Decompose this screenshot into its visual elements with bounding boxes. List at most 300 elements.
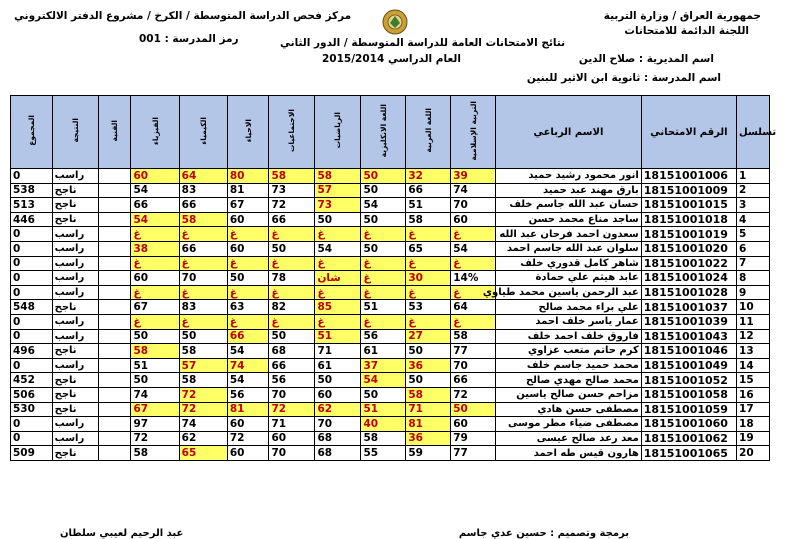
sequence-cell: 4 (737, 212, 770, 227)
biology-grade-cell: 67 (227, 198, 269, 213)
sequence-cell: 2 (737, 183, 770, 198)
art-cell (98, 314, 131, 329)
chemistry-grade-cell: غ (179, 314, 227, 329)
physics-grade-cell: 58 (131, 344, 179, 359)
physics-grade-cell: 66 (131, 198, 179, 213)
arabic-grade-cell: غ (406, 227, 451, 242)
math-grade-cell: غ (315, 256, 361, 271)
social-grade-cell: 66 (269, 358, 315, 373)
english-grade-cell: غ (361, 256, 406, 271)
exam-number-cell: 18151001024 (641, 271, 736, 286)
biology-grade-cell: 60 (227, 212, 269, 227)
english-grade-cell: 50 (361, 183, 406, 198)
islamic-grade-cell: غ (451, 285, 496, 300)
chemistry-grade-cell: 58 (179, 344, 227, 359)
art-cell (98, 373, 131, 388)
table-row (11, 358, 770, 373)
total-cell: 0 (11, 256, 53, 271)
arabic-grade-cell: غ (406, 256, 451, 271)
chemistry-grade-cell: 72 (179, 402, 227, 417)
chemistry-grade-cell: 66 (179, 241, 227, 256)
student-name-cell: عابد هيثم علي حمادة (496, 271, 642, 286)
math-grade-cell: 58 (315, 169, 361, 184)
result-cell: راسب (52, 329, 98, 344)
student-name-cell: انور محمود رشيد حميد (496, 169, 642, 184)
result-cell: ناجح (52, 446, 98, 461)
islamic-grade-cell: 14% (451, 271, 496, 286)
table-row (11, 387, 770, 402)
result-cell: راسب (52, 431, 98, 446)
col-exam-number: الرقم الامتحاني (641, 96, 736, 169)
col-arabic: اللغة العربية (406, 96, 451, 169)
result-cell: راسب (52, 241, 98, 256)
physics-grade-cell: 50 (131, 373, 179, 388)
sequence-cell: 14 (737, 358, 770, 373)
exam-number-cell: 18151001049 (641, 358, 736, 373)
islamic-grade-cell: 77 (451, 446, 496, 461)
total-cell: 0 (11, 358, 53, 373)
arabic-grade-cell: 58 (406, 212, 451, 227)
student-name-cell: عمار ياسر خلف احمد (496, 314, 642, 329)
result-cell: ناجح (52, 402, 98, 417)
result-cell: ناجح (52, 373, 98, 388)
english-grade-cell: 56 (361, 329, 406, 344)
table-row (11, 256, 770, 271)
chemistry-grade-cell: غ (179, 256, 227, 271)
art-cell (98, 271, 131, 286)
islamic-grade-cell: 50 (451, 402, 496, 417)
math-grade-cell: 54 (315, 241, 361, 256)
result-cell: ناجح (52, 212, 98, 227)
english-grade-cell: 50 (361, 212, 406, 227)
social-grade-cell: 50 (269, 241, 315, 256)
arabic-grade-cell: 50 (406, 344, 451, 359)
total-cell: 0 (11, 169, 53, 184)
table-row (11, 300, 770, 315)
col-math: الرياضيات (315, 96, 361, 169)
sequence-cell: 18 (737, 417, 770, 432)
physics-grade-cell: 58 (131, 446, 179, 461)
math-grade-cell: 68 (315, 431, 361, 446)
student-name-cell: مصطفى حسن هادي (496, 402, 642, 417)
academic-year: العام الدراسي 2015/2014 (322, 53, 461, 65)
english-grade-cell: 61 (361, 344, 406, 359)
physics-grade-cell: 50 (131, 329, 179, 344)
chemistry-grade-cell: 74 (179, 417, 227, 432)
islamic-grade-cell: 77 (451, 344, 496, 359)
physics-grade-cell: غ (131, 227, 179, 242)
arabic-grade-cell: غ (406, 314, 451, 329)
english-grade-cell: غ (361, 227, 406, 242)
math-grade-cell: شان (315, 271, 361, 286)
art-cell (98, 329, 131, 344)
total-cell: 0 (11, 417, 53, 432)
social-grade-cell: 71 (269, 417, 315, 432)
school-name: اسم المدرسة : ثانوية ابن الاثير للبنين (526, 72, 721, 84)
math-grade-cell: 50 (315, 373, 361, 388)
report-title: نتائج الامتحانات العامة للدراسة المتوسطة / الدور الثاني (280, 37, 566, 49)
results-table (10, 95, 777, 461)
arabic-grade-cell: 51 (406, 198, 451, 213)
art-cell (98, 431, 131, 446)
biology-grade-cell: 81 (227, 183, 269, 198)
exam-number-cell: 18151001009 (641, 183, 736, 198)
math-grade-cell: غ (315, 285, 361, 300)
art-cell (98, 241, 131, 256)
social-grade-cell: 72 (269, 402, 315, 417)
art-cell (98, 256, 131, 271)
english-grade-cell: 37 (361, 358, 406, 373)
art-cell (98, 198, 131, 213)
table-row (11, 431, 770, 446)
art-cell (98, 300, 131, 315)
math-grade-cell: 73 (315, 198, 361, 213)
physics-grade-cell: 60 (131, 271, 179, 286)
sequence-cell: 16 (737, 387, 770, 402)
sequence-cell: 1 (737, 169, 770, 184)
english-grade-cell: 40 (361, 417, 406, 432)
total-cell: 513 (11, 198, 53, 213)
social-grade-cell: غ (269, 285, 315, 300)
sequence-cell: 6 (737, 241, 770, 256)
result-cell: راسب (52, 271, 98, 286)
iraq-emblem-icon (382, 9, 408, 35)
social-grade-cell: 73 (269, 183, 315, 198)
social-grade-cell: 72 (269, 198, 315, 213)
math-grade-cell: غ (315, 314, 361, 329)
table-row (11, 212, 770, 227)
physics-grade-cell: غ (131, 314, 179, 329)
total-cell: 0 (11, 241, 53, 256)
arabic-grade-cell: 50 (406, 373, 451, 388)
result-cell: راسب (52, 227, 98, 242)
footer-signature: عبد الرحيم لعيبي سلطان (60, 528, 184, 539)
table-row (11, 373, 770, 388)
chemistry-grade-cell: غ (179, 285, 227, 300)
chemistry-grade-cell: 72 (179, 387, 227, 402)
chemistry-grade-cell: 58 (179, 373, 227, 388)
physics-grade-cell: 54 (131, 183, 179, 198)
exam-number-cell: 18151001058 (641, 387, 736, 402)
math-grade-cell: 50 (315, 212, 361, 227)
table-row (11, 314, 770, 329)
biology-grade-cell: 50 (227, 271, 269, 286)
sequence-cell: 3 (737, 198, 770, 213)
sequence-cell: 20 (737, 446, 770, 461)
biology-grade-cell: غ (227, 285, 269, 300)
exam-number-cell: 18151001059 (641, 402, 736, 417)
physics-grade-cell: 51 (131, 358, 179, 373)
arabic-grade-cell: 81 (406, 417, 451, 432)
exam-number-cell: 18151001015 (641, 198, 736, 213)
table-row (11, 241, 770, 256)
result-cell: راسب (52, 358, 98, 373)
biology-grade-cell: 60 (227, 241, 269, 256)
exam-number-cell: 18151001018 (641, 212, 736, 227)
social-grade-cell: 68 (269, 344, 315, 359)
physics-grade-cell: 54 (131, 212, 179, 227)
biology-grade-cell: 72 (227, 431, 269, 446)
biology-grade-cell: غ (227, 314, 269, 329)
student-name-cell: مزاحم حسن صالح ياسين (496, 387, 642, 402)
exam-number-cell: 18151001060 (641, 417, 736, 432)
art-cell (98, 402, 131, 417)
student-name-cell: هارون قيس طه احمد (496, 446, 642, 461)
col-art: الفنية (98, 96, 131, 169)
total-cell: 548 (11, 300, 53, 315)
math-grade-cell: 60 (315, 387, 361, 402)
social-grade-cell: 66 (269, 212, 315, 227)
exam-number-cell: 18151001022 (641, 256, 736, 271)
result-cell: ناجح (52, 300, 98, 315)
art-cell (98, 387, 131, 402)
exam-number-cell: 18151001037 (641, 300, 736, 315)
art-cell (98, 358, 131, 373)
arabic-grade-cell: 27 (406, 329, 451, 344)
exam-number-cell: 18151001028 (641, 285, 736, 300)
col-biology: الاحياء (227, 96, 269, 169)
total-cell: 509 (11, 446, 53, 461)
chemistry-grade-cell: 58 (179, 212, 227, 227)
chemistry-grade-cell: غ (179, 227, 227, 242)
math-grade-cell: 85 (315, 300, 361, 315)
islamic-grade-cell: غ (451, 314, 496, 329)
arabic-grade-cell: 71 (406, 402, 451, 417)
biology-grade-cell: 54 (227, 344, 269, 359)
chemistry-grade-cell: 83 (179, 300, 227, 315)
art-cell (98, 212, 131, 227)
art-cell (98, 417, 131, 432)
student-name-cell: عبد الرحمن ياسين محمد طياوي (496, 285, 642, 300)
student-name-cell: فاروق خلف احمد خلف (496, 329, 642, 344)
total-cell: 0 (11, 314, 53, 329)
math-grade-cell: 71 (315, 344, 361, 359)
islamic-grade-cell: 58 (451, 329, 496, 344)
english-grade-cell: غ (361, 285, 406, 300)
exam-number-cell: 18151001039 (641, 314, 736, 329)
student-name-cell: محمد حميد جاسم خلف (496, 358, 642, 373)
student-name-cell: سعدون احمد فرحان عبد الله (496, 227, 642, 242)
physics-grade-cell: غ (131, 285, 179, 300)
biology-grade-cell: 63 (227, 300, 269, 315)
english-grade-cell: 51 (361, 300, 406, 315)
social-grade-cell: غ (269, 227, 315, 242)
table-row (11, 227, 770, 242)
arabic-grade-cell: 66 (406, 183, 451, 198)
islamic-grade-cell: 54 (451, 241, 496, 256)
chemistry-grade-cell: 66 (179, 198, 227, 213)
english-grade-cell: 54 (361, 373, 406, 388)
exam-number-cell: 18151001043 (641, 329, 736, 344)
chemistry-grade-cell: 70 (179, 271, 227, 286)
total-cell: 0 (11, 285, 53, 300)
art-cell (98, 344, 131, 359)
biology-grade-cell: 54 (227, 373, 269, 388)
col-chemistry: الكيمياء (179, 96, 227, 169)
result-cell: راسب (52, 256, 98, 271)
english-grade-cell: 51 (361, 402, 406, 417)
islamic-grade-cell: 66 (451, 373, 496, 388)
english-grade-cell: غ (361, 314, 406, 329)
english-grade-cell: 50 (361, 387, 406, 402)
art-cell (98, 183, 131, 198)
table-row (11, 169, 770, 184)
table-header-row (11, 96, 770, 169)
biology-grade-cell: غ (227, 227, 269, 242)
islamic-grade-cell: 60 (451, 417, 496, 432)
center-title: مركز فحص الدراسة المتوسطة / الكرخ / مشروع الدفتر الالكتروني (14, 10, 352, 22)
student-name-cell: سلوان عبد الله جاسم احمد (496, 241, 642, 256)
student-name-cell: علي براء محمد صالح (496, 300, 642, 315)
arabic-grade-cell: 58 (406, 387, 451, 402)
exam-number-cell: 18151001006 (641, 169, 736, 184)
math-grade-cell: 57 (315, 183, 361, 198)
art-cell (98, 285, 131, 300)
col-result: النتيجة (52, 96, 98, 169)
social-grade-cell: 60 (269, 431, 315, 446)
biology-grade-cell: 60 (227, 417, 269, 432)
chemistry-grade-cell: 65 (179, 446, 227, 461)
sequence-cell: 13 (737, 344, 770, 359)
col-total: المجموع (11, 96, 53, 169)
table-row (11, 183, 770, 198)
total-cell: 0 (11, 271, 53, 286)
exam-number-cell: 18151001020 (641, 241, 736, 256)
chemistry-grade-cell: 57 (179, 358, 227, 373)
exam-number-cell: 18151001065 (641, 446, 736, 461)
result-cell: راسب (52, 169, 98, 184)
sequence-cell: 7 (737, 256, 770, 271)
sequence-cell: 12 (737, 329, 770, 344)
chemistry-grade-cell: 83 (179, 183, 227, 198)
art-cell (98, 169, 131, 184)
directorate-label: اسم المديرية : صلاح الدين (578, 53, 714, 65)
islamic-grade-cell: 60 (451, 212, 496, 227)
physics-grade-cell: 67 (131, 300, 179, 315)
math-grade-cell: 61 (315, 358, 361, 373)
total-cell: 538 (11, 183, 53, 198)
islamic-grade-cell: 70 (451, 198, 496, 213)
student-name-cell: كرم حاتم متعب عزاوي (496, 344, 642, 359)
islamic-grade-cell: غ (451, 227, 496, 242)
islamic-grade-cell: 72 (451, 387, 496, 402)
math-grade-cell: 51 (315, 329, 361, 344)
exam-number-cell: 18151001046 (641, 344, 736, 359)
col-sequence: تسلسل (737, 96, 770, 169)
social-grade-cell: غ (269, 256, 315, 271)
english-grade-cell: غ (361, 271, 406, 286)
col-english: اللغة الانكليزية (361, 96, 406, 169)
arabic-grade-cell: 65 (406, 241, 451, 256)
table-row (11, 271, 770, 286)
table-row (11, 198, 770, 213)
total-cell: 0 (11, 329, 53, 344)
biology-grade-cell: 81 (227, 402, 269, 417)
col-social: الاجتماعيات (269, 96, 315, 169)
result-cell: راسب (52, 314, 98, 329)
physics-grade-cell: 72 (131, 431, 179, 446)
committee-title: اللجنة الدائمة للامتحانات (624, 25, 749, 37)
arabic-grade-cell: 53 (406, 300, 451, 315)
social-grade-cell: 82 (269, 300, 315, 315)
biology-grade-cell: 66 (227, 329, 269, 344)
sequence-cell: 9 (737, 285, 770, 300)
total-cell: 496 (11, 344, 53, 359)
sequence-cell: 11 (737, 314, 770, 329)
sequence-cell: 5 (737, 227, 770, 242)
school-code: رمز المدرسة : 001 (139, 33, 239, 45)
arabic-grade-cell: 59 (406, 446, 451, 461)
arabic-grade-cell: غ (406, 285, 451, 300)
islamic-grade-cell: 79 (451, 431, 496, 446)
english-grade-cell: 50 (361, 169, 406, 184)
chemistry-grade-cell: 64 (179, 169, 227, 184)
student-name-cell: شاهر كامل قدوري خلف (496, 256, 642, 271)
arabic-grade-cell: 36 (406, 431, 451, 446)
exam-number-cell: 18151001052 (641, 373, 736, 388)
result-cell: ناجح (52, 183, 98, 198)
exam-number-cell: 18151001062 (641, 431, 736, 446)
table-row (11, 329, 770, 344)
chemistry-grade-cell: 62 (179, 431, 227, 446)
table-row (11, 402, 770, 417)
math-grade-cell: 70 (315, 417, 361, 432)
islamic-grade-cell: 74 (451, 183, 496, 198)
result-cell: ناجح (52, 198, 98, 213)
islamic-grade-cell: 64 (451, 300, 496, 315)
physics-grade-cell: 74 (131, 387, 179, 402)
biology-grade-cell: 80 (227, 169, 269, 184)
total-cell: 0 (11, 227, 53, 242)
physics-grade-cell: 38 (131, 241, 179, 256)
total-cell: 506 (11, 387, 53, 402)
table-row (11, 417, 770, 432)
result-cell: راسب (52, 285, 98, 300)
english-grade-cell: 54 (361, 198, 406, 213)
col-islamic: التربية الإسلامية (451, 96, 496, 169)
biology-grade-cell: 74 (227, 358, 269, 373)
biology-grade-cell: 56 (227, 387, 269, 402)
table-row (11, 285, 770, 300)
art-cell (98, 227, 131, 242)
col-name: الاسم الرباعي (496, 96, 642, 169)
student-name-cell: بارق مهند عبد حميد (496, 183, 642, 198)
exam-number-cell: 18151001019 (641, 227, 736, 242)
english-grade-cell: 50 (361, 241, 406, 256)
sequence-cell: 17 (737, 402, 770, 417)
student-name-cell: معد رعد صالح عيسى (496, 431, 642, 446)
biology-grade-cell: غ (227, 256, 269, 271)
arabic-grade-cell: 32 (406, 169, 451, 184)
physics-grade-cell: 60 (131, 169, 179, 184)
social-grade-cell: 56 (269, 373, 315, 388)
footer-credit: برمجة وتصميم : حسين عدي جاسم (458, 528, 629, 539)
col-physics: الفيزياء (131, 96, 179, 169)
math-grade-cell: 62 (315, 402, 361, 417)
social-grade-cell: 78 (269, 271, 315, 286)
physics-grade-cell: 67 (131, 402, 179, 417)
social-grade-cell: 70 (269, 446, 315, 461)
student-name-cell: ساجد مناع محمد حسن (496, 212, 642, 227)
total-cell: 530 (11, 402, 53, 417)
sequence-cell: 15 (737, 373, 770, 388)
table-row (11, 344, 770, 359)
student-name-cell: حسان عبد الله جاسم خلف (496, 198, 642, 213)
total-cell: 0 (11, 431, 53, 446)
student-name-cell: مصطفى ضياء مطر موسى (496, 417, 642, 432)
physics-grade-cell: غ (131, 256, 179, 271)
social-grade-cell: 70 (269, 387, 315, 402)
